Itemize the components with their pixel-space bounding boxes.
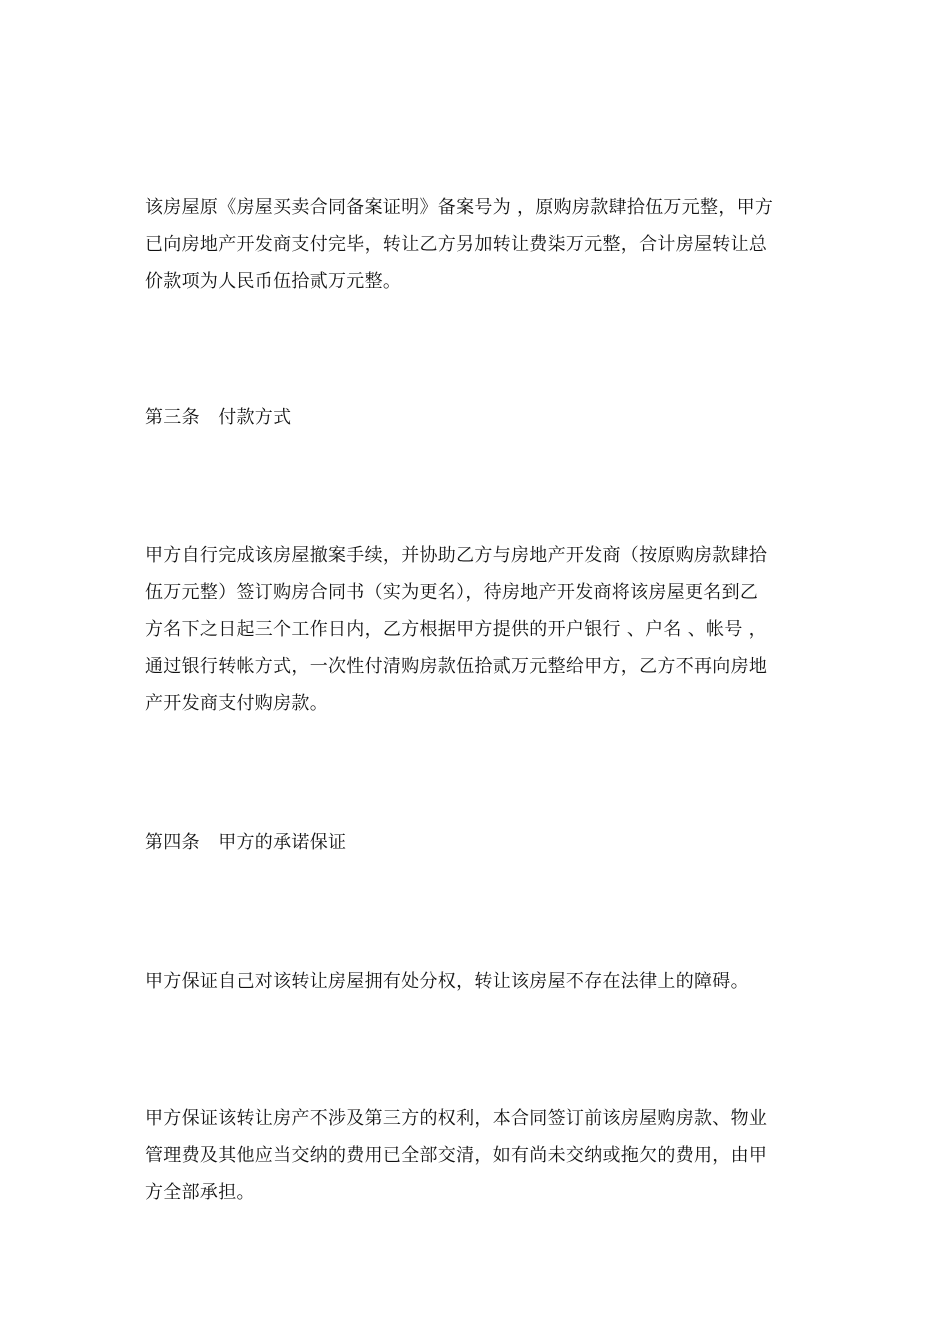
paragraph-disposal-right — [145, 963, 805, 1000]
paragraph-line: 管理费及其他应当交纳的费用已全部交清，如有尚未交纳或拖欠的费用，由甲 — [145, 1145, 768, 1166]
heading-article-4: 第四条 甲方的承诺保证 — [145, 832, 347, 853]
paragraph-line: 方全部承担。 — [145, 1182, 255, 1203]
paragraph-line: 甲方保证该转让房产不涉及第三方的权利，本合同签订前该房屋购房款、物业 — [145, 1108, 768, 1129]
paragraph-line: 甲方自行完成该房屋撤案手续，并协助乙方与房地产开发商（按原购房款肆拾 — [145, 545, 768, 566]
paragraph-line: 产开发商支付购房款。 — [145, 693, 328, 714]
paragraph-line: 甲方保证自己对该转让房屋拥有处分权，转让该房屋不存在法律上的障碍。 — [145, 971, 749, 992]
paragraph-line: 该房屋原《房屋买卖合同备案证明》备案号为 ，原购房款肆拾伍万元整，甲方 — [145, 197, 774, 218]
paragraph-line: 价款项为人民币伍拾贰万元整。 — [145, 271, 402, 292]
paragraph-payment-method — [145, 537, 805, 722]
paragraph-third-party-rights — [145, 1100, 805, 1211]
heading-article-3: 第三条 付款方式 — [145, 407, 292, 428]
paragraph-line: 伍万元整）签订购房合同书（实为更名），待房地产开发商将该房屋更名到乙 — [145, 582, 759, 603]
paragraph-transfer-price — [145, 189, 805, 300]
paragraph-line: 已向房地产开发商支付完毕，转让乙方另加转让费柒万元整，合计房屋转让总 — [145, 234, 768, 255]
paragraph-line: 通过银行转帐方式，一次性付清购房款伍拾贰万元整给甲方，乙方不再向房地 — [145, 656, 768, 677]
paragraph-line: 方名下之日起三个工作日内，乙方根据甲方提供的开户银行 、户名 、帐号 ， — [145, 619, 767, 640]
